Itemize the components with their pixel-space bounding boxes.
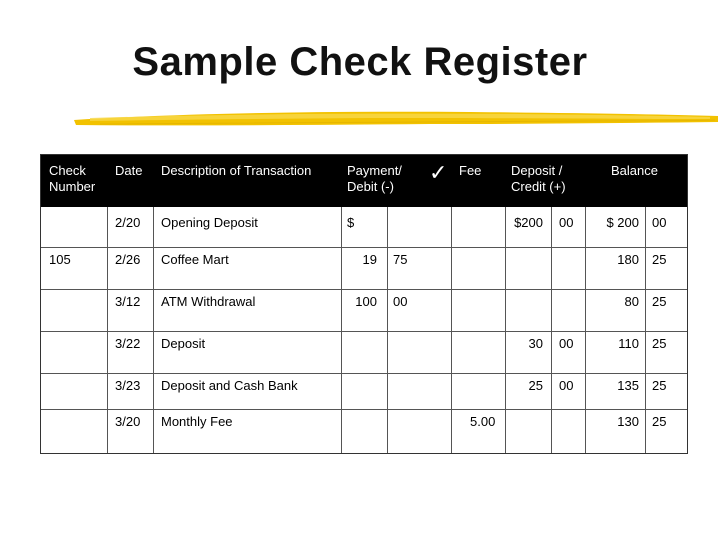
- row-check-number: 105: [49, 252, 71, 267]
- row-balance-dollars: 80: [624, 294, 639, 309]
- grid-line: [451, 207, 452, 453]
- row-balance-dollars: 110: [618, 336, 639, 351]
- row-balance-cents: 00: [652, 215, 667, 230]
- row-fee: 5.00: [470, 414, 496, 429]
- grid-line: [41, 331, 687, 332]
- row-balance-cents: 25: [652, 252, 667, 267]
- highlighter-stroke: [70, 104, 720, 132]
- grid-line: [41, 373, 687, 374]
- row-date: 3/12: [115, 294, 141, 309]
- check-mark-icon: ✓: [429, 160, 448, 185]
- row-date: 3/20: [115, 414, 141, 429]
- row-payment-cents: 00: [393, 294, 408, 309]
- row-date: 3/22: [115, 336, 141, 351]
- grid-line: [41, 289, 687, 290]
- row-description: Deposit and Cash Bank: [161, 378, 298, 393]
- row-description: ATM Withdrawal: [161, 294, 256, 309]
- grid-line: [387, 207, 388, 453]
- grid-line: [645, 207, 646, 453]
- row-deposit-dollars: 30: [528, 336, 543, 351]
- row-deposit-dollars: $200: [514, 215, 543, 230]
- header-check-number: Check Number: [49, 163, 96, 194]
- row-date: 2/26: [115, 252, 141, 267]
- row-balance-dollars: 135: [617, 378, 639, 393]
- table-header: [41, 155, 687, 207]
- header-description: Description of Transaction: [161, 163, 312, 178]
- grid-line: [41, 409, 687, 410]
- row-description: Opening Deposit: [161, 215, 258, 230]
- grid-line: [107, 207, 108, 453]
- row-balance-dollars: $ 200: [606, 215, 639, 230]
- row-description: Deposit: [161, 336, 206, 351]
- row-payment-cents: 75: [393, 252, 408, 267]
- row-balance-cents: 25: [652, 378, 667, 393]
- row-deposit-cents: 00: [559, 336, 574, 351]
- row-balance-cents: 25: [652, 294, 667, 309]
- row-payment-dollars: 19: [362, 252, 377, 267]
- row-date: 3/23: [115, 378, 141, 393]
- row-description: Coffee Mart: [161, 252, 229, 267]
- row-deposit-dollars: 25: [528, 378, 543, 393]
- header-date: Date: [115, 163, 143, 178]
- row-balance-cents: 25: [652, 414, 667, 429]
- grid-line: [505, 207, 506, 453]
- header-fee: Fee: [459, 163, 482, 178]
- header-deposit: Deposit / Credit (+): [511, 163, 566, 194]
- row-payment-dollars: 100: [355, 294, 377, 309]
- grid-line: [41, 247, 687, 248]
- header-balance: Balance: [611, 163, 658, 178]
- row-balance-dollars: 130: [617, 414, 639, 429]
- row-balance-cents: 25: [652, 336, 667, 351]
- check-register-table: [40, 154, 688, 454]
- header-payment: Payment/ Debit (-): [347, 163, 402, 194]
- grid-line: [153, 207, 154, 453]
- row-deposit-cents: 00: [559, 378, 574, 393]
- row-deposit-cents: 00: [559, 215, 574, 230]
- row-balance-dollars: 180: [617, 252, 639, 267]
- page-title: Sample Check Register: [132, 40, 588, 84]
- row-payment-dollars: $: [347, 215, 355, 230]
- grid-line: [341, 207, 342, 453]
- row-date: 2/20: [115, 215, 141, 230]
- grid-line: [551, 207, 552, 453]
- row-description: Monthly Fee: [161, 414, 233, 429]
